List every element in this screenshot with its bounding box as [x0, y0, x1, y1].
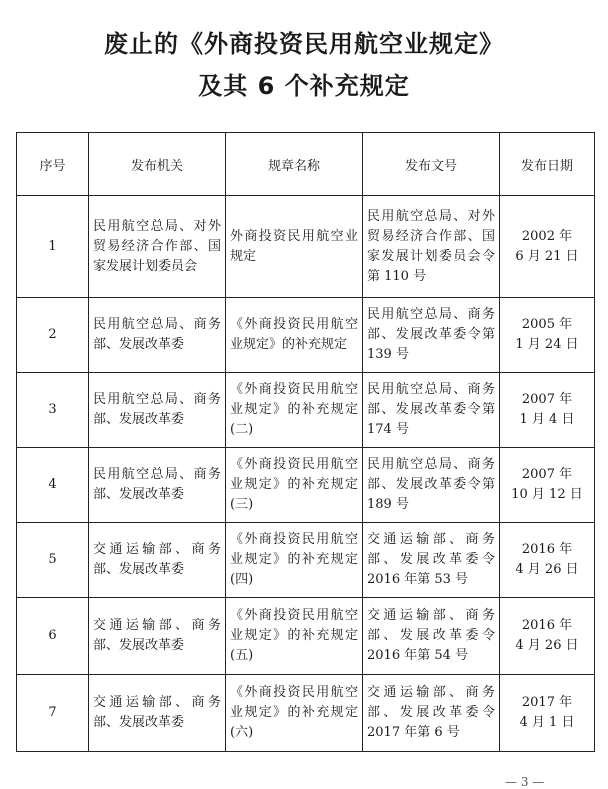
date-year: 2017 年	[521, 695, 573, 710]
cell-document-number: 民用航空总局、商务部、发展改革委令第 139 号	[363, 298, 500, 373]
regulations-table	[16, 132, 595, 752]
table-row	[17, 598, 595, 675]
date-month-day: 4 月 1 日	[519, 715, 575, 730]
page-number: — 3 —	[505, 775, 545, 789]
cell-issuer: 民用航空总局、商务部、发展改革委	[89, 298, 226, 373]
table-row	[17, 298, 595, 373]
cell-issue-date	[500, 196, 595, 298]
cell-issue-date	[500, 373, 595, 448]
cell-issuer: 交通运输部、商务部、发展改革委	[89, 523, 226, 598]
cell-document-number: 民用航空总局、商务部、发展改革委令第 174 号	[363, 373, 500, 448]
date-month-day: 1 月 24 日	[515, 337, 579, 352]
cell-issuer: 民用航空总局、对外贸易经济合作部、国家发展计划委员会	[89, 196, 226, 298]
cell-issuer: 交通运输部、商务部、发展改革委	[89, 598, 226, 675]
document-title-line1: 废止的《外商投资民用航空业规定》	[104, 30, 504, 58]
cell-issue-date	[500, 298, 595, 373]
date-month-day: 4 月 26 日	[515, 562, 579, 577]
date-year: 2007 年	[521, 467, 573, 482]
table-header-row	[17, 133, 595, 196]
cell-serial: 6	[17, 598, 89, 675]
cell-issue-date	[500, 675, 595, 752]
header-document-number: 发布文号	[363, 133, 500, 196]
cell-regulation-name: 《外商投资民用航空业规定》的补充规定	[226, 298, 363, 373]
cell-regulation-name: 《外商投资民用航空业规定》的补充规定(六)	[226, 675, 363, 752]
cell-document-number: 民用航空总局、商务部、发展改革委令第 189 号	[363, 448, 500, 523]
cell-document-number: 交通运输部、商务部、发展改革委令 2017 年第 6 号	[363, 675, 500, 752]
cell-issue-date	[500, 598, 595, 675]
document-title-line2: 及其 6 个补充规定	[198, 72, 410, 100]
cell-issuer: 交通运输部、商务部、发展改革委	[89, 675, 226, 752]
date-month-day: 4 月 26 日	[515, 638, 579, 653]
date-year: 2007 年	[521, 392, 573, 407]
date-year: 2002 年	[521, 228, 573, 244]
table-row	[17, 196, 595, 298]
cell-issuer: 民用航空总局、商务部、发展改革委	[89, 373, 226, 448]
cell-regulation-name: 外商投资民用航空业规定	[226, 196, 363, 298]
table-row	[17, 373, 595, 448]
cell-serial: 5	[17, 523, 89, 598]
cell-issuer: 民用航空总局、商务部、发展改革委	[89, 448, 226, 523]
header-serial: 序号	[17, 133, 89, 196]
cell-issue-date	[500, 448, 595, 523]
cell-regulation-name: 《外商投资民用航空业规定》的补充规定(三)	[226, 448, 363, 523]
cell-regulation-name: 《外商投资民用航空业规定》的补充规定(二)	[226, 373, 363, 448]
cell-regulation-name: 《外商投资民用航空业规定》的补充规定(四)	[226, 523, 363, 598]
cell-serial: 7	[17, 675, 89, 752]
date-month-day: 10 月 12 日	[511, 487, 583, 502]
cell-serial: 3	[17, 373, 89, 448]
date-month-day: 6 月 21 日	[515, 248, 579, 264]
cell-regulation-name: 《外商投资民用航空业规定》的补充规定(五)	[226, 598, 363, 675]
cell-document-number: 交通运输部、商务部、发展改革委令 2016 年第 54 号	[363, 598, 500, 675]
table-row	[17, 675, 595, 752]
cell-document-number: 民用航空总局、对外贸易经济合作部、国家发展计划委员会令第 110 号	[363, 196, 500, 298]
cell-serial: 1	[17, 196, 89, 298]
date-year: 2016 年	[521, 542, 573, 557]
table-row	[17, 523, 595, 598]
cell-issue-date	[500, 523, 595, 598]
date-year: 2016 年	[521, 618, 573, 633]
header-regulation-name: 规章名称	[226, 133, 363, 196]
cell-serial: 4	[17, 448, 89, 523]
date-year: 2005 年	[521, 317, 573, 332]
cell-document-number: 交通运输部、商务部、发展改革委令 2016 年第 53 号	[363, 523, 500, 598]
header-issue-date: 发布日期	[500, 133, 595, 196]
cell-serial: 2	[17, 298, 89, 373]
date-month-day: 1 月 4 日	[519, 412, 575, 427]
table-row	[17, 448, 595, 523]
header-issuer: 发布机关	[89, 133, 226, 196]
